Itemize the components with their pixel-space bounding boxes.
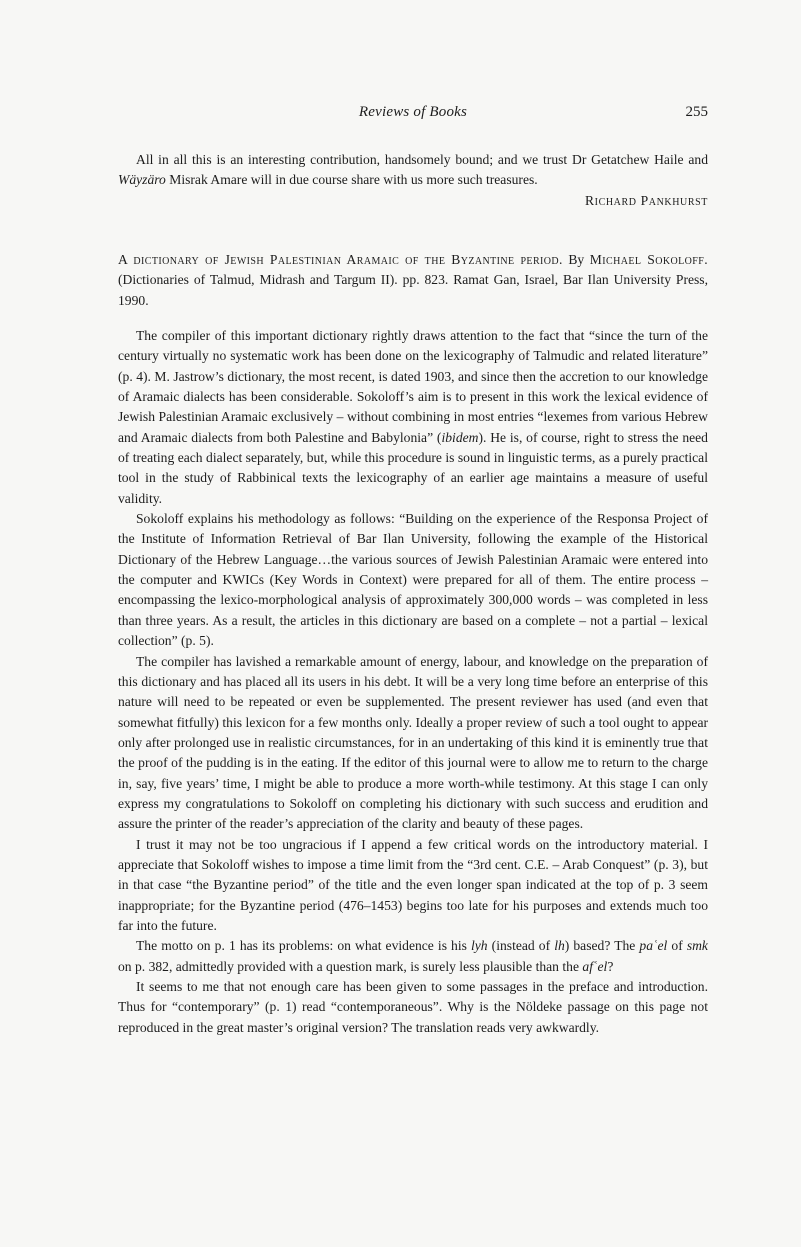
paragraph-text: of	[667, 938, 687, 954]
smk-term: smk	[686, 938, 708, 954]
book-author: Michael Sokoloff.	[589, 252, 708, 267]
ibidem-term: ibidem	[441, 429, 479, 445]
running-title: Reviews of Books	[358, 104, 468, 120]
review-paragraph: It seems to me that not enough care has been given to some passages in the preface and introduction. Thus for “contemporary” (p. 1) read “contemporaneous”. Why is the Nöldeke passage on this page not reproduced in the great master’s original version? The translation reads very awkwardly.	[118, 979, 708, 1035]
closing-text-part: Misrak Amare will in due course share with us more such treasures.	[165, 172, 538, 188]
paragraph-text: ). He is, of course, right to stress the need of treating each dialect separately, but, while this procedure is sound in linguistic terms, as a purely practical tool in the study of Rabbinical texts the lexicography of an earlier age maintains a measure of useful validity.	[118, 429, 708, 506]
lyh-term: lyh	[471, 938, 488, 954]
running-head	[118, 104, 708, 126]
review-paragraph: Sokoloff explains his methodology as follows: “Building on the experience of the Responsa Project of the Institute of Information Retrieval of Bar Ilan University, following the example of the Historical Dictionary of the Hebrew Language…the various sources of Jewish Palestinian Aramaic were entered into the computer and KWICs (Key Words in Context) were prepared for all of them. The entire process – encompassing the lexico-morphological analysis of approximately 300,000 words – was completed in less than three years. As a result, the articles in this dictionary are based on a complete – not a partial – lexical collection” (p. 5).	[118, 511, 708, 649]
review-body	[118, 326, 708, 1038]
review-paragraph: The compiler has lavished a remarkable amount of energy, labour, and knowledge on the preparation of this dictionary and has placed all its users in his debt. It will be a very long time before an enterprise of this nature will need to be repeated or even be supplemented. The present reviewer has used (and even that somewhat fitfully) this lexicon for a few months only. Ideally a proper review of such a tool ought to appear only after prolonged use in realistic circumstances, for in an undertaking of this kind it is eminently true that the proof of the pudding is in the eating. If the editor of this journal were to allow me to return to the charge in, say, five years’ time, I might be able to produce a more worth-while testimony. At this stage I can only express my congratulations to Sokoloff on completing his dictionary with such success and erudition and assure the printer of the reader’s appreciation of the clarity and beauty of these pages.	[118, 653, 708, 832]
paragraph-text: The compiler of this important dictionary rightly draws attention to the fact that “since the turn of the century virtually no systematic work has been done on the lexicography of Talmudic and related literature” (p. 4). M. Jastrow’s dictionary, the most recent, is dated 1903, and since then the accretion to our knowledge of Aramaic dialects has been considerable. Sokoloff’s aim is to present in this work the lexical evidence of Jewish Palestinian Aramaic exclusively – without combining in most entries “lexemes from various Hebrew and Aramaic dialects from both Palestine and Babylonia” (	[118, 328, 708, 445]
review-paragraph: I trust it may not be too ungracious if I append a few critical words on the introductory material. I appreciate that Sokoloff wishes to impose a time limit from the “3rd cent. C.E. – Arab Conquest” (p. 3), but in that case “the Byzantine period” of the title and the even longer span indicated at the top of p. 3 seem inappropriate; for the Byzantine period (476–1453) begins too late for his purposes and extends much too far into the future.	[118, 836, 708, 933]
paragraph-text: ) based? The	[564, 938, 640, 954]
paragraph-text: The motto on p. 1 has its problems: on what evidence is his	[136, 938, 471, 954]
review-paragraph	[118, 936, 708, 977]
paragraph-text: (instead of	[487, 938, 555, 954]
pael-term: paʿel	[639, 938, 668, 954]
book-entry	[118, 250, 708, 311]
page-number: 255	[685, 104, 708, 120]
paragraph-text: on p. 382, admittedly provided with a question mark, is surely less plausible than the	[118, 958, 583, 974]
reviewer-signature: Richard Pankhurst	[584, 192, 708, 208]
closing-paragraph	[118, 150, 708, 191]
entry-heading	[118, 250, 708, 311]
previous-review-conclusion	[118, 150, 708, 211]
publication-details: (Dictionaries of Talmud, Midrash and Targum II). pp. 823. Ramat Gan, Israel, Bar Ilan University Press, 1990.	[118, 272, 708, 308]
book-title: A dictionary of Jewish Palestinian Aramaic of the Byzantine period.	[118, 252, 563, 267]
afel-term: afʿel	[582, 958, 608, 974]
lh-term: lh	[554, 938, 565, 954]
wayzaro-term: Wäyzäro	[118, 172, 166, 188]
paragraph-text: ?	[607, 958, 614, 974]
entry-by: By	[562, 252, 590, 267]
closing-text-part: All in all this is an interesting contribution, handsomely bound; and we trust Dr Getatchew Haile and	[136, 152, 708, 167]
review-paragraph	[118, 326, 708, 509]
